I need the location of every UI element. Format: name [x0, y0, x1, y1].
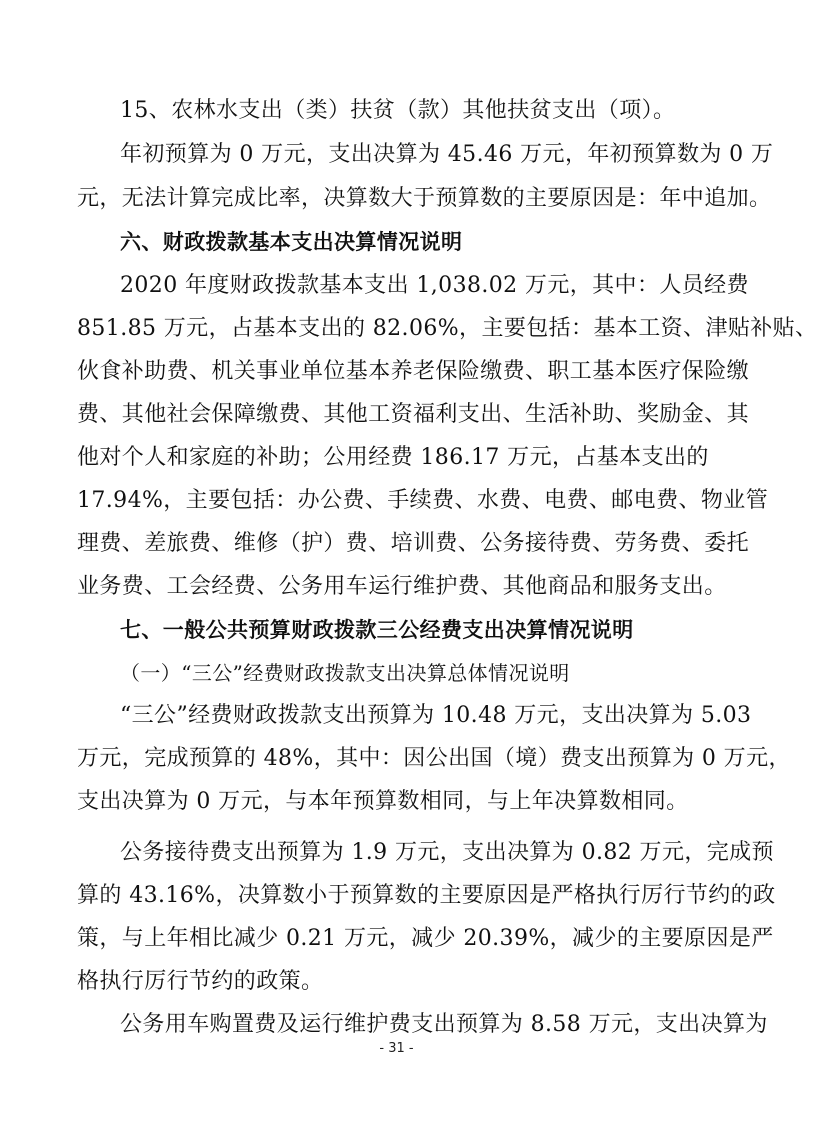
paragraph-line: 策，与上年相比减少 0.21 万元，减少 20.39%，减少的主要原因是严	[77, 926, 774, 951]
paragraph-line: 费、其他社会保障缴费、其他工资福利支出、生活补助、奖励金、其	[77, 402, 750, 427]
paragraph-line: 伙食补助费、机关事业单位基本养老保险缴费、职工基本医疗保险缴	[77, 359, 750, 384]
paragraph-line: 元，无法计算完成比率，决算数大于预算数的主要原因是：年中追加。	[77, 186, 772, 211]
paragraph-line: 算的 43.16%，决算数小于预算数的主要原因是严格执行厉行节约的政	[77, 883, 776, 908]
paragraph-line: 他对个人和家庭的补助；公用经费 186.17 万元，占基本支出的	[77, 445, 709, 470]
paragraph-line: 万元，完成预算的 48%，其中：因公出国（境）费支出预算为 0 万元，	[77, 746, 791, 771]
section-heading-7: 七、一般公共预算财政拨款三公经费支出决算情况说明	[120, 618, 634, 642]
paragraph-line: “三公”经费财政拨款支出预算为 10.48 万元，支出决算为 5.03	[120, 703, 752, 728]
paragraph-line: 支出决算为 0 万元，与本年预算数相同，与上年决算数相同。	[77, 789, 689, 814]
page-number: - 31 -	[379, 1041, 414, 1056]
paragraph-line: 年初预算为 0 万元，支出决算为 45.46 万元，年初预算数为 0 万	[120, 142, 774, 167]
paragraph-line: 公务接待费支出预算为 1.9 万元，支出决算为 0.82 万元，完成预	[120, 840, 774, 865]
paragraph-line: 15、农林水支出（类）扶贫（款）其他扶贫支出（项）。	[120, 98, 676, 123]
paragraph-line: 2020 年度财政拨款基本支出 1,038.02 万元，其中：人员经费	[120, 273, 749, 298]
subsection-heading: （一）“三公”经费财政拨款支出决算总体情况说明	[120, 661, 570, 685]
section-heading-6: 六、财政拨款基本支出决算情况说明	[120, 230, 463, 254]
paragraph-line: 851.85 万元，占基本支出的 82.06%，主要包括：基本工资、津贴补贴、	[77, 316, 817, 341]
paragraph-line: 格执行厉行节约的政策。	[77, 969, 324, 994]
paragraph-line: 公务用车购置费及运行维护费支出预算为 8.58 万元，支出决算为	[120, 1012, 768, 1037]
paragraph-line: 业务费、工会经费、公务用车运行维护费、其他商品和服务支出。	[77, 574, 727, 599]
paragraph-line: 理费、差旅费、维修（护）费、培训费、公务接待费、劳务费、委托	[77, 531, 750, 556]
paragraph-line: 17.94%，主要包括：办公费、手续费、水费、电费、邮电费、物业管	[77, 488, 769, 513]
